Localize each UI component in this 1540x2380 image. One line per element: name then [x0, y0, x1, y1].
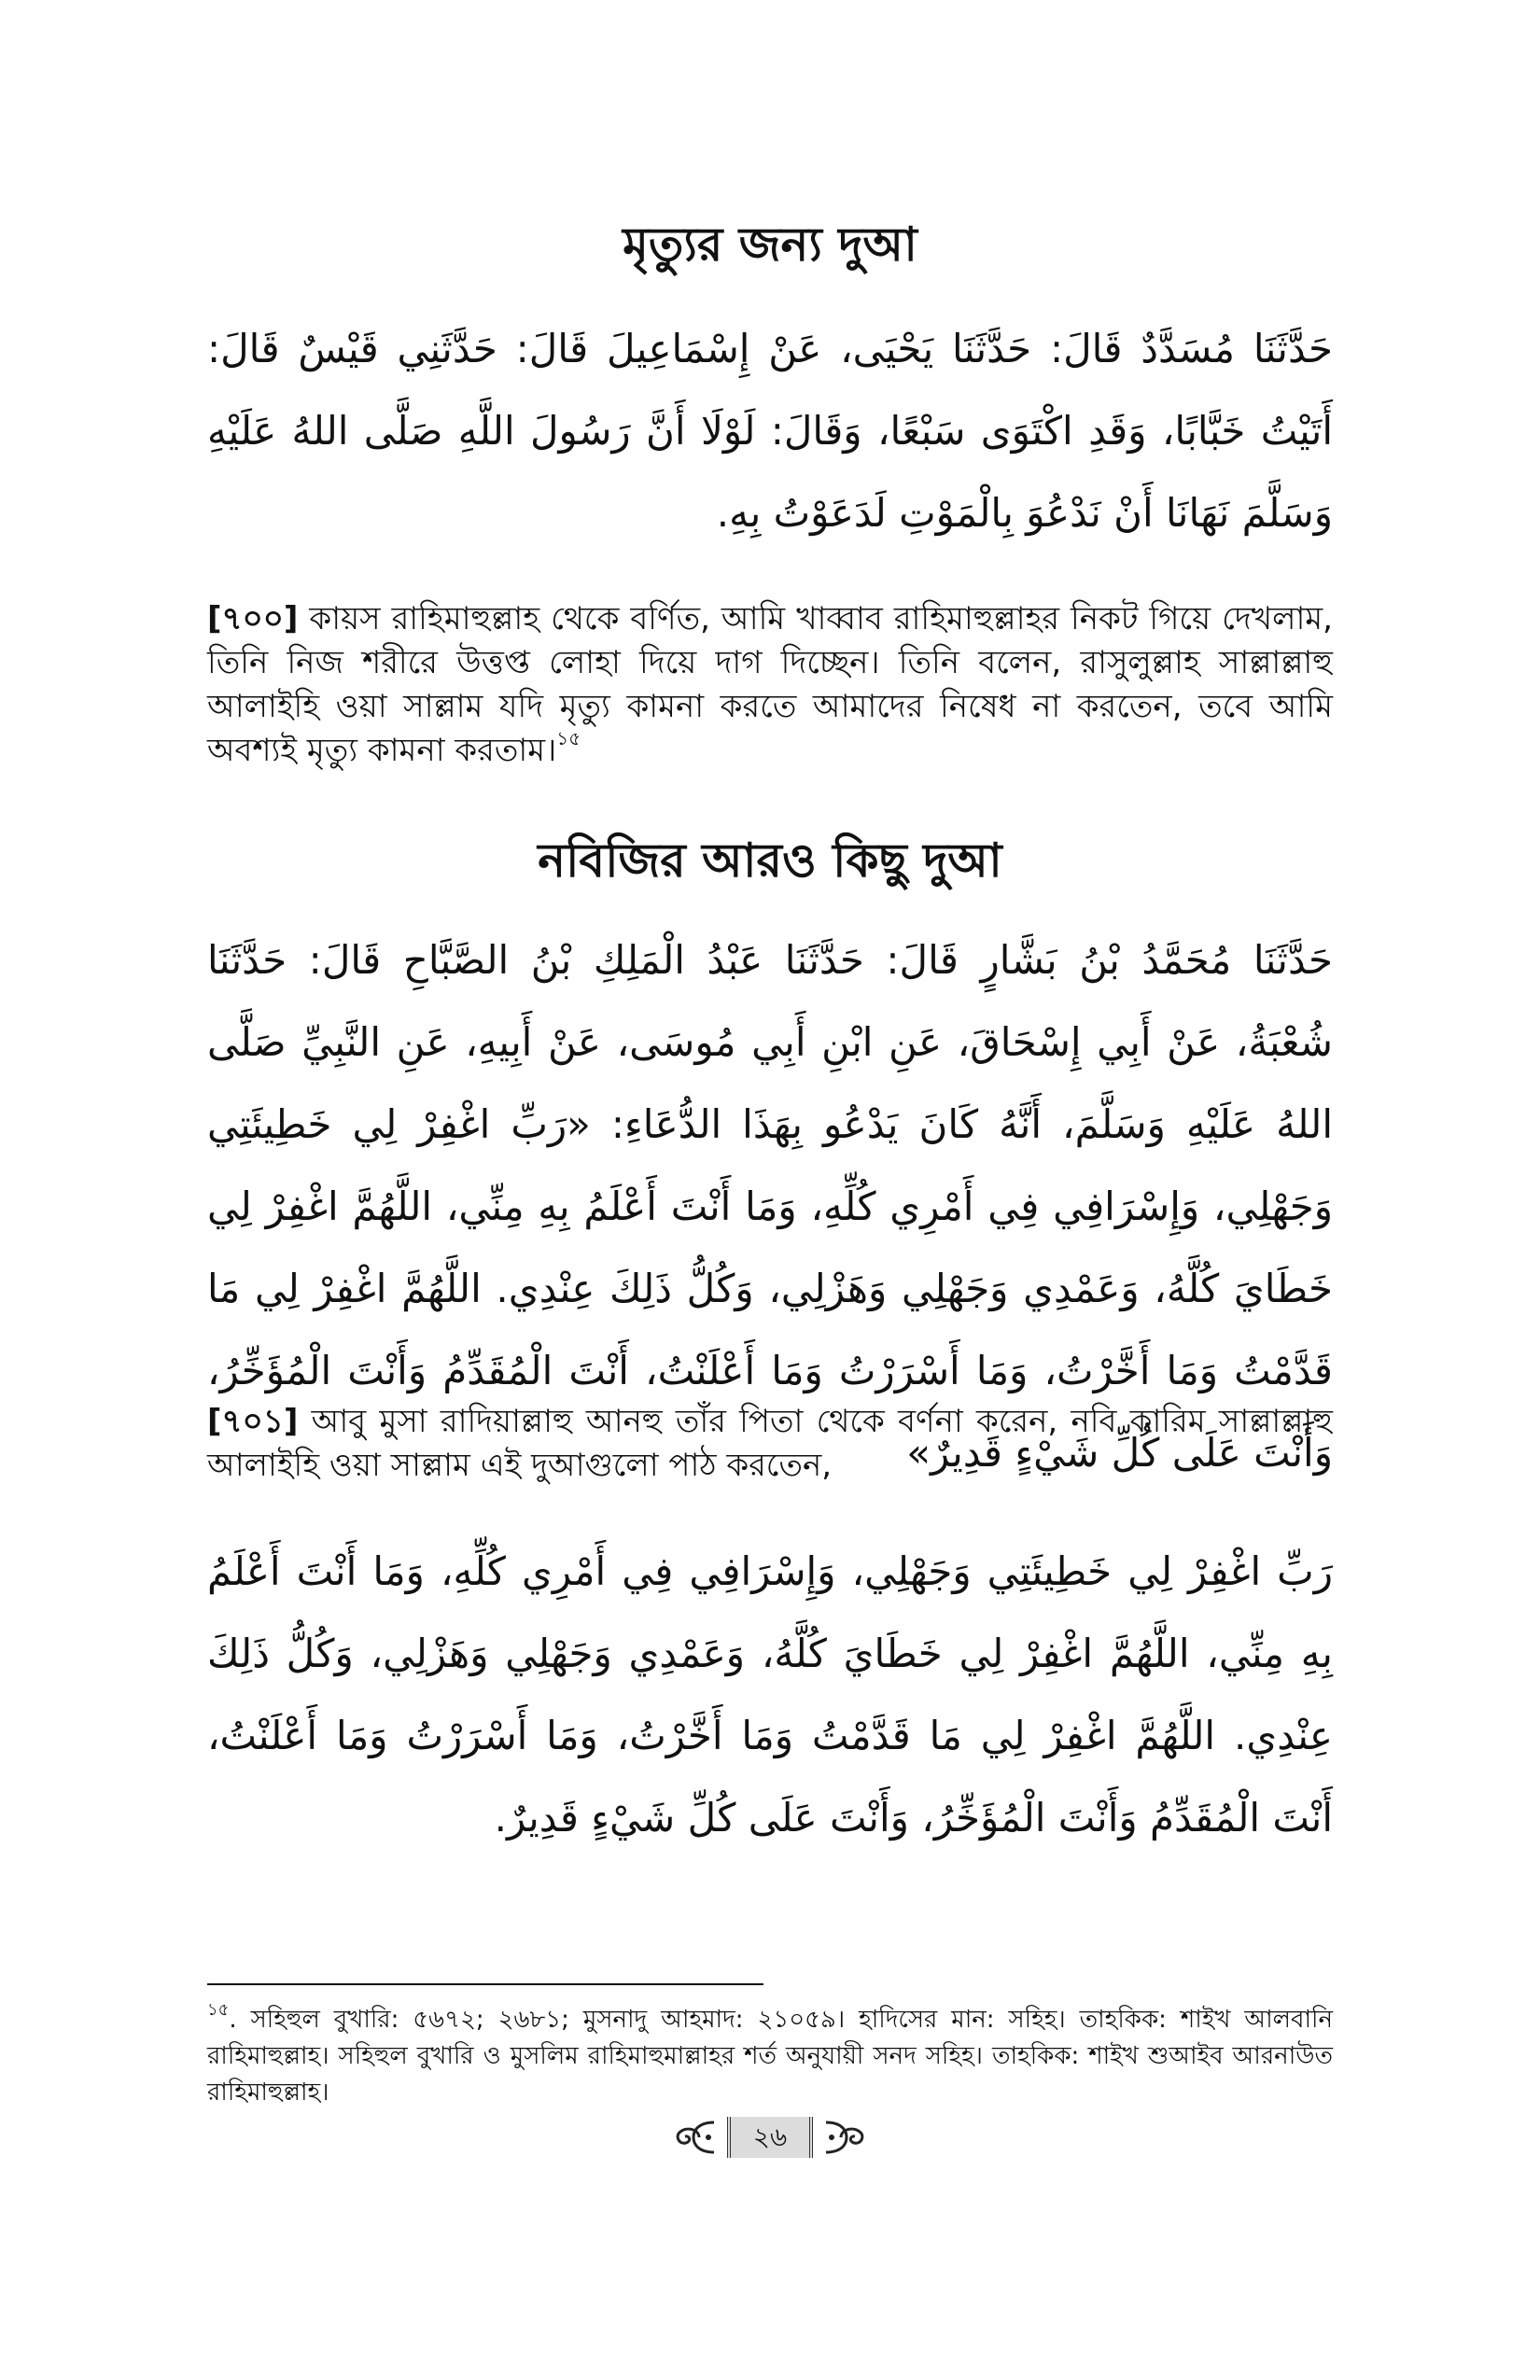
arabic-hadith-701: حَدَّثَنَا مُحَمَّدُ بْنُ بَشَّارٍ قَالَ: حَدَّثَنَا عَبْدُ الْمَلِكِ بْنُ الصَّبَّاحِ قَالَ: حَدَّثَنَا شُعْبَةُ، عَنْ أَبِي إِسْحَاقَ، عَنِ ابْنِ أَبِي مُوسَى، عَنْ أَبِيهِ، عَنِ النَّبِيِّ صَلَّى اللهُ عَلَيْهِ وَسَلَّمَ، أَنَّهُ كَانَ يَدْعُو بِهَذَا الدُّعَاءِ: «رَبِّ اغْفِرْ لِي خَطِيئَتِي وَجَهْلِي، وَإِسْرَافِي فِي أَمْرِي كُلِّهِ، وَمَا أَنْتَ أَعْلَمُ بِهِ مِنِّي، اللَّهُمَّ اغْفِرْ لِي خَطَايَ كُلَّهُ، وَعَمْدِي وَجَهْلِي وَهَزْلِي، وَكُلُّ ذَلِكَ عِنْدِي. اللَّهُمَّ اغْفِرْ لِي مَا قَدَّمْتُ وَمَا أَخَّرْتُ، وَمَا أَسْرَرْتُ وَمَا أَعْلَنْتُ، أَنْتَ الْمُقَدِّمُ وَأَنْتَ الْمُؤَخِّرُ، وَأَنْتَ عَلَى كُلِّ شَيْءٍ قَدِيرٌ»	[207, 937, 1333, 1476]
footnote-text: . সহিহুল বুখারি: ৫৬৭২; ২৬৮১; মুসনাদু আহমাদ: ২১০৫৯। হাদিসের মান: সহিহ। তাহকিক: শাইখ আলবানি রাহিমাহুল্লাহ। সহিহুল বুখারি ও মুসলিম রাহিমাহুমাল্লাহর শর্ত অনুযায়ী সনদ সহিহ। তাহকিক: শাইখ শুআইব আরনাউত রাহিমাহুল্লাহ।	[207, 2006, 1333, 2107]
translation-hadith-701	[207, 1400, 1333, 1488]
footnote-marker: ১৫	[207, 2000, 230, 2020]
arabic-hadith-700: حَدَّثَنَا مُسَدَّدٌ قَالَ: حَدَّثَنَا يَحْيَى، عَنْ إِسْمَاعِيلَ قَالَ: حَدَّثَنِي قَيْسٌ قَالَ: أَتَيْتُ خَبَّابًا، وَقَدِ اكْتَوَى سَبْعًا، وَقَالَ: لَوْلَا أَنَّ رَسُولَ اللَّهِ صَلَّى اللهُ عَلَيْهِ وَسَلَّمَ نَهَانَا أَنْ نَدْعُوَ بِالْمَوْتِ لَدَعَوْتُ بِهِ.	[207, 326, 1333, 536]
translation-hadith-700	[207, 597, 1333, 773]
left-ornament-icon	[671, 2117, 718, 2158]
translation-text-700: কায়স রাহিমাহুল্লাহ থেকে বর্ণিত, আমি খাব্বাব রাহিমাহুল্লাহর নিকট গিয়ে দেখলাম, তিনি নিজ শরীরে উত্তপ্ত লোহা দিয়ে দাগ দিচ্ছেন। তিনি বলেন, রাসুলুল্লাহ সাল্লাল্লাহু আলাইহি ওয়া সাল্লাম যদি মৃত্যু কামনা করতে আমাদের নিষেধ না করতেন, তবে আমি অবশ্যই মৃত্যু কামনা করতাম।	[207, 600, 1333, 769]
hadith-number-700: [৭০০]	[207, 600, 299, 637]
footnote-reference[interactable]: ১৫	[556, 727, 581, 749]
section-heading-more-duas: নবিজির আরও কিছু দুআ	[538, 833, 1002, 888]
right-ornament-icon	[822, 2117, 869, 2158]
arabic-dua-text: رَبِّ اغْفِرْ لِي خَطِيئَتِي وَجَهْلِي، وَإِسْرَافِي فِي أَمْرِي كُلِّهِ، وَمَا أَنْتَ أَعْلَمُ بِهِ مِنِّي، اللَّهُمَّ اغْفِرْ لِي خَطَايَ كُلَّهُ، وَعَمْدِي وَجَهْلِي وَهَزْلِي، وَكُلُّ ذَلِكَ عِنْدِي. اللَّهُمَّ اغْفِرْ لِي مَا قَدَّمْتُ وَمَا أَخَّرْتُ، وَمَا أَسْرَرْتُ وَمَا أَعْلَنْتُ، أَنْتَ الْمُقَدِّمُ وَأَنْتَ الْمُؤَخِّرُ، وَأَنْتَ عَلَى كُلِّ شَيْءٍ قَدِيرٌ.	[207, 1548, 1333, 1841]
translation-text-701: আবু মুসা রাদিয়াল্লাহু আনহু তাঁর পিতা থেকে বর্ণনা করেন, নবি কারিম সাল্লাল্লাহু আলাইহি ওয়া সাল্লাম এই দুআগুলো পাঠ করতেন,	[207, 1403, 1333, 1484]
section-heading-death-dua: মৃত্যুর জন্য দুআ	[623, 217, 917, 272]
footnote-divider	[207, 1983, 763, 1985]
page-number-area	[0, 2117, 1540, 2163]
page-number-box	[671, 2117, 869, 2158]
page-number: ২৬	[727, 2117, 813, 2158]
footnote	[207, 2002, 1333, 2111]
hadith-number-701: [৭০১]	[207, 1403, 299, 1440]
